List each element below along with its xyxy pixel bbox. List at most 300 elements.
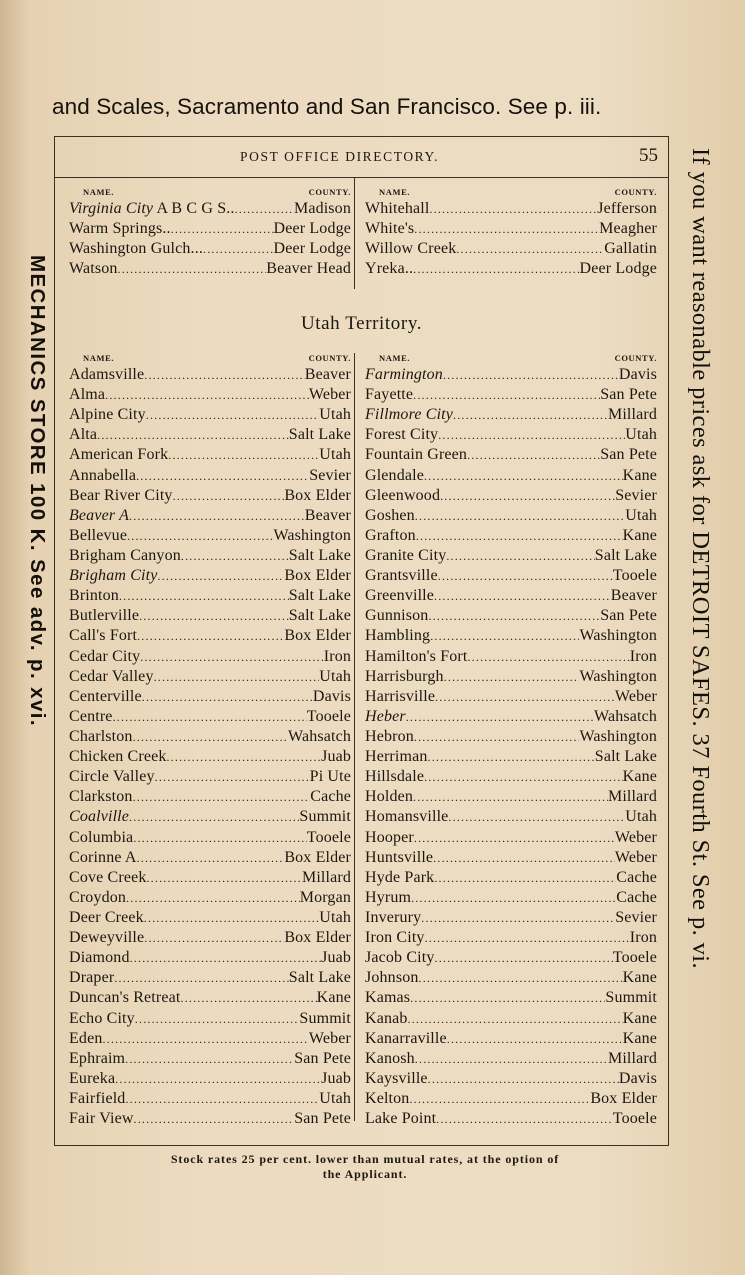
directory-entry [365,848,657,868]
county-name: Utah [319,667,351,685]
directory-entry [365,486,657,506]
place-name: Annabella [69,466,137,484]
dot-leader [173,486,285,506]
dot-leader [424,767,623,787]
directory-entry [69,727,351,747]
county-name: San Pete [600,386,657,404]
dot-leader [443,365,619,385]
directory-entry [365,747,657,767]
place-name: Butlerville [69,607,140,625]
dot-leader [436,1109,613,1129]
top-advertisement: and Scales, Sacramento and San Francisco. See p. iii. [52,94,602,119]
directory-entry [69,1009,351,1029]
place-name: Fayette [365,386,414,404]
place-name: Alta [69,426,98,444]
county-header: COUNTY. [614,353,657,363]
dot-leader [453,405,608,425]
directory-entry [69,687,351,707]
place-name: Fillmore City [365,406,454,424]
utah-right-column [365,353,657,1129]
county-name: Weber [308,1029,351,1047]
county-name: Box Elder [590,1089,657,1107]
directory-entry [365,888,657,908]
directory-entry [69,385,351,405]
dot-leader [434,868,616,888]
dot-leader [119,586,289,606]
place-name: Farmington [365,366,443,383]
directory-entry [69,828,351,848]
dot-leader [444,667,580,687]
directory-entry [365,219,657,239]
place-name: Huntsville [365,848,434,866]
directory-entry [365,586,657,606]
dot-leader [414,828,615,848]
directory-entry [69,787,351,807]
directory-entry [365,687,657,707]
montana-right-column [365,187,657,279]
place-name: Harrisville [365,687,436,705]
directory-entry [69,848,351,868]
place-name: Corinne A [69,848,137,866]
place-name: Diamond [69,949,130,967]
place-name: Columbia [69,828,134,846]
dot-leader [139,606,289,626]
place-name: Beaver A [69,506,129,524]
place-name: Alma [69,386,106,404]
dot-leader [456,239,604,259]
county-name: Utah [319,446,351,464]
county-name: Kane [316,989,351,1007]
directory-entry [69,606,351,626]
place-name: Draper [69,969,115,987]
dot-leader [416,526,623,546]
utah-left-column [69,353,351,1129]
dot-leader [428,747,595,767]
county-name: Kane [622,466,657,484]
place-name: Alpine City [69,406,146,424]
county-name: Kane [622,969,657,987]
montana-right-list [365,199,657,279]
right-margin-text: If you want reasonable prices ask for DETROIT SAFES. 37 Fourth St. See p. vi. [687,148,714,970]
directory-entry [69,626,351,646]
place-name: Duncan's Retreat [69,989,181,1007]
dot-leader [115,1069,321,1089]
place-name: Kelton [365,1089,410,1107]
county-name: Juab [321,1069,351,1087]
directory-entry [365,667,657,687]
dot-leader [137,848,285,868]
dot-leader [467,647,629,667]
place-name: Iron City [365,929,425,947]
place-name: Chicken Creek [69,748,167,766]
county-name: San Pete [600,607,657,625]
directory-entry [69,1029,351,1049]
dot-leader [135,1009,300,1029]
directory-entry [69,1049,351,1069]
utah-right-list [365,365,657,1129]
county-name: Summit [299,808,351,826]
county-name: Tooele [612,949,657,967]
footer-note [60,1152,670,1182]
dot-leader [428,1069,619,1089]
county-name: Deer Lodge [579,260,657,278]
montana-left-list [69,199,351,279]
section-title: Utah Territory. [300,313,423,334]
county-name: Box Elder [284,627,351,645]
county-name: Utah [319,406,351,424]
dot-leader [137,626,284,646]
directory-entry [69,647,351,667]
place-name: Adamsville [69,366,145,383]
dot-leader [146,868,301,888]
county-name: Salt Lake [288,607,351,625]
directory-entry [69,1109,351,1129]
county-name: Utah [625,506,657,524]
directory-entry [365,546,657,566]
county-name: Tooele [306,828,351,846]
directory-entry [365,1049,657,1069]
directory-entry [365,727,657,747]
directory-entry [365,1089,657,1109]
directory-entry [365,566,657,586]
county-name: Summit [299,1009,351,1027]
directory-entry [69,968,351,988]
directory-entry [69,908,351,928]
directory-entry [365,445,657,465]
county-name: Pi Ute [309,768,351,786]
dot-leader [424,466,623,486]
directory-entry [69,546,351,566]
county-name: Weber [308,386,351,404]
dot-leader [414,727,580,747]
place-name: Hambling [365,627,431,645]
county-name: Sevier [615,908,657,926]
directory-entry [69,445,351,465]
directory-entry [365,506,657,526]
county-name: Tooele [612,1110,657,1128]
place-name: Eden [69,1029,103,1047]
county-name: Beaver [304,506,351,524]
place-name: Heber [365,707,406,725]
directory-entry [69,259,351,279]
place-name: Lake Point [365,1110,437,1128]
directory-entry [365,405,657,425]
place-name: Yreka.. [365,260,414,278]
directory-entry [365,828,657,848]
county-name: Beaver Head [266,260,351,278]
county-name: Davis [312,687,351,705]
directory-entry [69,586,351,606]
name-header: NAME. [83,187,115,197]
directory-entry [365,908,657,928]
place-name: Centerville [69,687,142,705]
county-name: Beaver [304,366,351,383]
county-header: COUNTY. [308,187,351,197]
dot-leader [118,259,267,279]
place-name: Cedar Valley [69,667,154,685]
dot-leader [448,807,625,827]
dot-leader [133,787,311,807]
utah-left-list [69,365,351,1129]
dot-leader [144,365,305,385]
place-name: Kanosh [365,1049,415,1067]
directory-entry [69,199,351,219]
dot-leader [181,546,289,566]
place-name: Warm Springs.. [69,220,171,238]
left-margin-text: MECHANICS STORE 100 K. See adv. p. xvi. [26,255,49,727]
dot-leader [157,566,284,586]
directory-entry [69,747,351,767]
county-name: Cache [616,868,657,886]
directory-entry [365,466,657,486]
place-name: Ephraim [69,1049,126,1067]
dot-leader [413,787,608,807]
directory-entry [69,239,351,259]
dot-leader [102,1029,308,1049]
running-head [55,145,668,169]
place-name: Grafton [365,526,416,544]
place-name: Glendale [365,466,424,484]
county-name: Wahsatch [288,727,351,745]
county-name: Juab [321,949,351,967]
dot-leader [467,445,600,465]
dot-leader [127,526,273,546]
dot-leader [425,928,630,948]
directory-entry [69,405,351,425]
running-head-title: POST OFFICE DIRECTORY. [240,149,440,164]
place-name: Hyrum [365,888,412,906]
county-name: Kane [622,768,657,786]
place-name: Forest City [365,426,439,444]
place-name: Granite City [365,546,447,564]
footer-line-1: Stock rates 25 per cent. lower than mutual rates, at the option of [170,1152,560,1166]
directory-entry [365,239,657,259]
county-name: Jefferson [597,200,657,217]
dot-leader [140,647,323,667]
directory-entry [365,807,657,827]
place-name: Call's Fort [69,627,138,645]
directory-entry [69,928,351,948]
county-name: Madison [293,200,351,217]
place-name: Hooper [365,828,414,846]
column-header [365,353,657,365]
county-name: San Pete [294,1049,351,1067]
dot-leader [409,1089,590,1109]
name-header: NAME. [379,353,411,363]
county-name: Box Elder [284,486,351,504]
directory-entry [69,667,351,687]
place-name: Fair View [69,1110,134,1128]
dot-leader [429,199,597,219]
place-name: Croydon [69,888,127,906]
county-name: Salt Lake [594,748,657,766]
dot-leader [105,385,309,405]
dot-leader [430,626,579,646]
dot-leader [133,828,306,848]
county-name: Weber [614,828,657,846]
dot-leader [125,1049,294,1069]
dot-leader [415,506,626,526]
county-name: Cache [310,788,351,806]
dot-leader [129,506,305,526]
dot-leader [419,968,623,988]
dot-leader [168,445,319,465]
dot-leader [125,1089,319,1109]
directory-entry [69,948,351,968]
dot-leader [406,707,594,727]
place-name: Hebron [365,727,414,745]
dot-leader [133,727,288,747]
header-rule [55,177,668,178]
page-number: 55 [639,145,658,166]
place-name: Fairfield [69,1089,126,1107]
dot-leader [434,586,611,606]
place-name: Cedar City [69,647,141,665]
directory-entry [365,606,657,626]
place-name: Clarkston [69,788,133,806]
column-header [69,187,351,199]
dot-leader [438,566,613,586]
county-name: Utah [625,808,657,826]
county-name: Tooele [306,707,351,725]
dot-leader [447,1029,623,1049]
county-name: Weber [614,848,657,866]
directory-entry [365,385,657,405]
county-name: Salt Lake [288,969,351,987]
dot-leader [134,1109,295,1129]
dot-leader [171,219,274,239]
directory-entry [365,647,657,667]
county-name: Kane [622,526,657,544]
place-name: Deweyville [69,929,145,947]
dot-leader [413,385,600,405]
county-name: San Pete [294,1110,351,1128]
directory-entry [365,707,657,727]
dot-leader [113,707,307,727]
county-name: Meagher [599,220,657,238]
dot-leader [435,948,613,968]
place-name: Harrisburgh [365,667,444,685]
place-name: Gleenwood [365,486,441,504]
county-name: Box Elder [284,848,351,866]
place-name: Jacob City [365,949,435,967]
county-header: COUNTY. [614,187,657,197]
directory-entry [69,526,351,546]
directory-entry [365,928,657,948]
county-name: Iron [629,929,657,947]
place-name: Watson [69,260,118,278]
county-name: Juab [321,748,351,766]
county-name: Kane [622,1029,657,1047]
place-name: Johnson [365,969,419,987]
county-name: Davis [618,1069,657,1087]
directory-entry [365,767,657,787]
column-header [69,353,351,365]
directory-entry [365,787,657,807]
directory-entry [365,199,657,219]
place-name: Hamilton's Fort [365,647,468,665]
county-name: Gallatin [604,240,657,258]
dot-leader [203,239,274,259]
county-name: Morgan [299,888,351,906]
county-name: Wahsatch [594,707,657,725]
dot-leader [130,948,321,968]
directory-entry [69,988,351,1008]
place-name: White's [365,220,415,238]
county-name: Kane [622,1009,657,1027]
directory-entry [365,425,657,445]
place-name: Washington Gulch... [69,240,203,258]
county-name: Tooele [612,567,657,585]
place-name: Cove Creek [69,868,147,886]
county-name: Deer Lodge [273,220,351,238]
place-name: Kanarraville [365,1029,447,1047]
directory-entry [69,506,351,526]
county-name: Salt Lake [288,587,351,605]
place-name: Bear River City [69,486,173,504]
directory-entry [69,566,351,586]
county-name: Salt Lake [288,426,351,444]
directory-entry [365,1069,657,1089]
footer-line-2: the Applicant. [322,1167,408,1181]
place-name: Circle Valley [69,768,155,786]
dot-leader [408,1009,623,1029]
dot-leader [154,667,320,687]
county-name: Iron [323,647,351,665]
county-name: San Pete [600,446,657,464]
dot-leader [136,466,309,486]
directory-entry [365,626,657,646]
directory-entry [69,365,351,385]
county-name: Utah [625,426,657,444]
county-header: COUNTY. [308,353,351,363]
county-name: Iron [629,647,657,665]
dot-leader [415,1049,608,1069]
county-name: Salt Lake [594,546,657,564]
county-name: Washington [273,526,351,544]
directory-entry [69,1089,351,1109]
directory-entry [365,526,657,546]
place-name: Holden [365,788,414,806]
place-name: American Fork [69,446,169,464]
county-name: Millard [607,1049,657,1067]
dot-leader [180,988,316,1008]
directory-entry [365,948,657,968]
montana-left-column [69,187,351,279]
directory-entry [69,486,351,506]
county-name: Millard [301,868,351,886]
place-name: Fountain Green [365,446,468,464]
name-header: NAME. [83,353,115,363]
dot-leader [410,988,605,1008]
place-name: Centre [69,707,113,725]
place-name: Whitehall [365,200,430,217]
directory-entry [69,425,351,445]
column-header [365,187,657,199]
place-name: Herriman [365,748,428,766]
place-name: Inverury [365,908,422,926]
county-name: Davis [618,366,657,383]
dot-leader [428,606,600,626]
place-name: Charlston [69,727,133,745]
place-name: Grantsville [365,567,438,585]
dot-leader [435,687,615,707]
utah-column-divider [354,353,355,1121]
dot-leader [421,908,615,928]
dot-leader [114,968,288,988]
directory-entry [365,1109,657,1129]
place-name: Brigham Canyon [69,546,181,564]
